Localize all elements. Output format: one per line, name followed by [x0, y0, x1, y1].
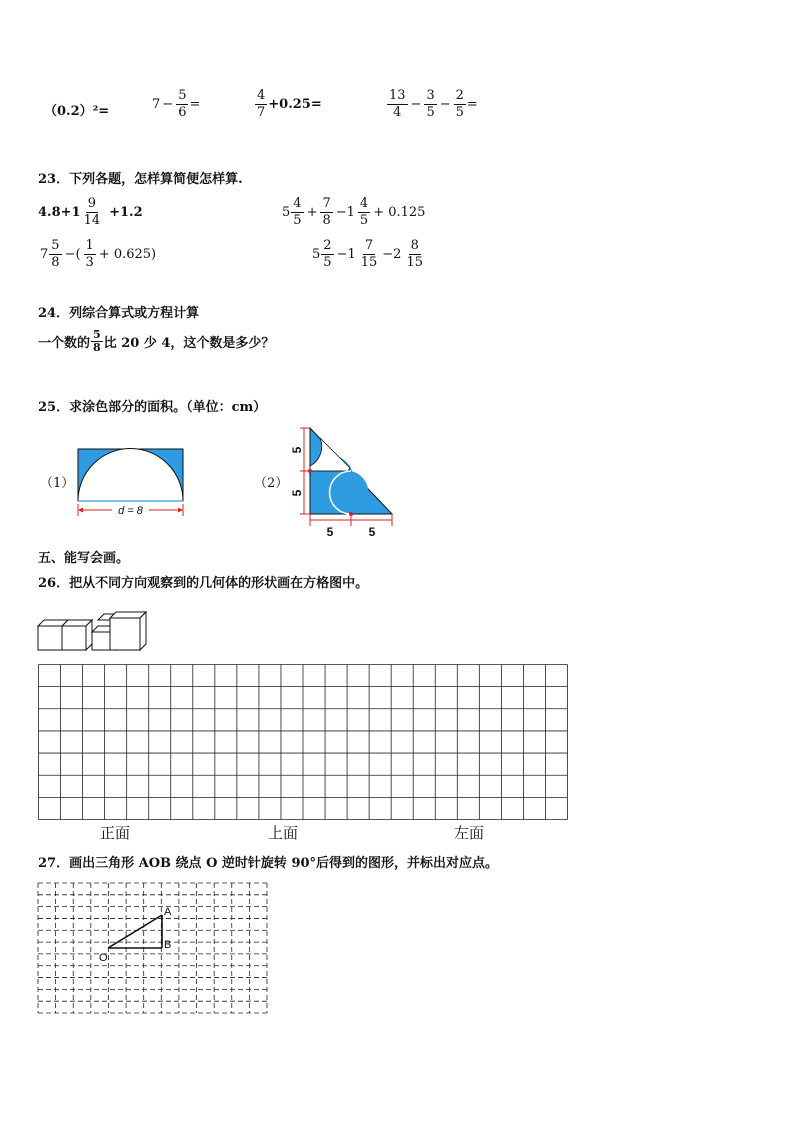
minus-whole: −1 — [336, 247, 356, 262]
expr-tail: +1.2 — [109, 205, 143, 220]
denominator: 3 — [85, 255, 94, 270]
dim-label-bottom: 5 — [290, 489, 304, 497]
point-o-label: O — [99, 952, 108, 964]
minus-sign: − — [410, 97, 422, 112]
triangle-figure — [284, 422, 400, 540]
numerator: 5 — [178, 88, 187, 103]
expr-tail: + 0.125 — [373, 205, 426, 220]
calc-item-4 — [386, 88, 478, 121]
point-b-label: B — [164, 939, 172, 951]
denominator: 5 — [426, 105, 435, 120]
denominator: 8 — [93, 341, 101, 354]
denominator: 15 — [406, 255, 423, 270]
q24-title: 24．列综合算式或方程计算 — [38, 306, 200, 321]
view-label-front: 正面 — [100, 824, 131, 842]
denominator: 5 — [359, 213, 369, 228]
numerator: 2 — [455, 88, 464, 103]
semicircle-figure — [74, 444, 190, 518]
problem-text-start: 一个数的 — [38, 336, 91, 351]
point-a-label: A — [164, 906, 172, 918]
q27-title: 27．画出三角形 AOB 绕点 O 逆时针旋转 90°后得到的图形，并标出对应点。 — [38, 856, 499, 871]
numerator: 9 — [87, 196, 96, 211]
dim-label-top: 5 — [290, 446, 304, 454]
dim-label-left: 5 — [326, 525, 334, 539]
numerator: 5 — [93, 328, 101, 341]
plus-sign: + — [306, 205, 318, 220]
denominator: 8 — [51, 255, 60, 270]
calc-tail: +0.25= — [268, 97, 322, 112]
numerator: 4 — [257, 88, 266, 103]
figure-1-label: （1） — [40, 476, 75, 491]
denominator: 5 — [323, 255, 332, 270]
whole-part: 7 — [40, 247, 49, 262]
denominator: 15 — [360, 255, 378, 270]
q23-expr-d — [312, 238, 426, 271]
numerator: 2 — [323, 238, 332, 253]
numerator: 3 — [426, 88, 435, 103]
rotation-grid[interactable] — [36, 882, 270, 1016]
numerator: 1 — [85, 238, 94, 253]
denominator: 6 — [178, 105, 187, 120]
denominator: 4 — [393, 105, 402, 120]
figure-2-label: （2） — [254, 476, 289, 491]
whole-part: 7 — [152, 97, 161, 112]
minus-whole: −1 — [335, 205, 355, 220]
view-label-left: 左面 — [454, 824, 485, 842]
whole-part: 5 — [282, 205, 291, 220]
minus-whole: −2 — [382, 247, 402, 262]
numerator: 4 — [359, 196, 369, 211]
q23-expr-b — [282, 196, 427, 229]
numerator: 5 — [51, 238, 60, 253]
q25-title: 25．求涂色部分的面积。（单位：cm） — [38, 400, 267, 415]
minus-sign: − — [162, 97, 174, 112]
cube-solid — [36, 610, 152, 656]
expr-lead: 4.8+1 — [38, 205, 81, 220]
minus-sign: − — [439, 97, 451, 112]
numerator: 7 — [322, 196, 331, 211]
denominator: 5 — [455, 105, 464, 120]
q23-expr-c — [40, 238, 158, 271]
calc-item-1: （0.2）²= — [44, 104, 110, 119]
q24-problem — [38, 329, 274, 354]
expr-tail: + 0.625) — [98, 247, 157, 262]
denominator: 7 — [257, 105, 266, 120]
denominator: 8 — [322, 213, 331, 228]
equals-sign: = — [466, 97, 478, 112]
numerator: 13 — [389, 88, 406, 103]
diameter-label: d = 8 — [118, 505, 143, 517]
q23-title: 23．下列各题，怎样算简便怎样算. — [38, 172, 243, 187]
minus-paren: −( — [64, 247, 81, 262]
calc-item-3 — [254, 88, 322, 121]
numerator: 4 — [293, 196, 302, 211]
dim-label-right: 5 — [368, 525, 376, 539]
problem-text-end: 比 20 少 4，这个数是多少？ — [103, 336, 275, 351]
equals-sign: = — [189, 97, 201, 112]
view-label-top: 上面 — [268, 824, 299, 842]
section-heading: 五、能写会画。 — [38, 551, 130, 566]
numerator: 7 — [364, 238, 374, 253]
numerator: 8 — [410, 238, 419, 253]
q23-expr-a — [38, 196, 143, 229]
drawing-grid[interactable] — [38, 664, 568, 820]
q26-title: 26．把从不同方向观察到的几何体的形状画在方格图中。 — [38, 576, 369, 591]
denominator: 14 — [83, 213, 101, 228]
whole-part: 5 — [312, 247, 321, 262]
calc-item-2 — [152, 88, 200, 121]
denominator: 5 — [293, 213, 302, 228]
